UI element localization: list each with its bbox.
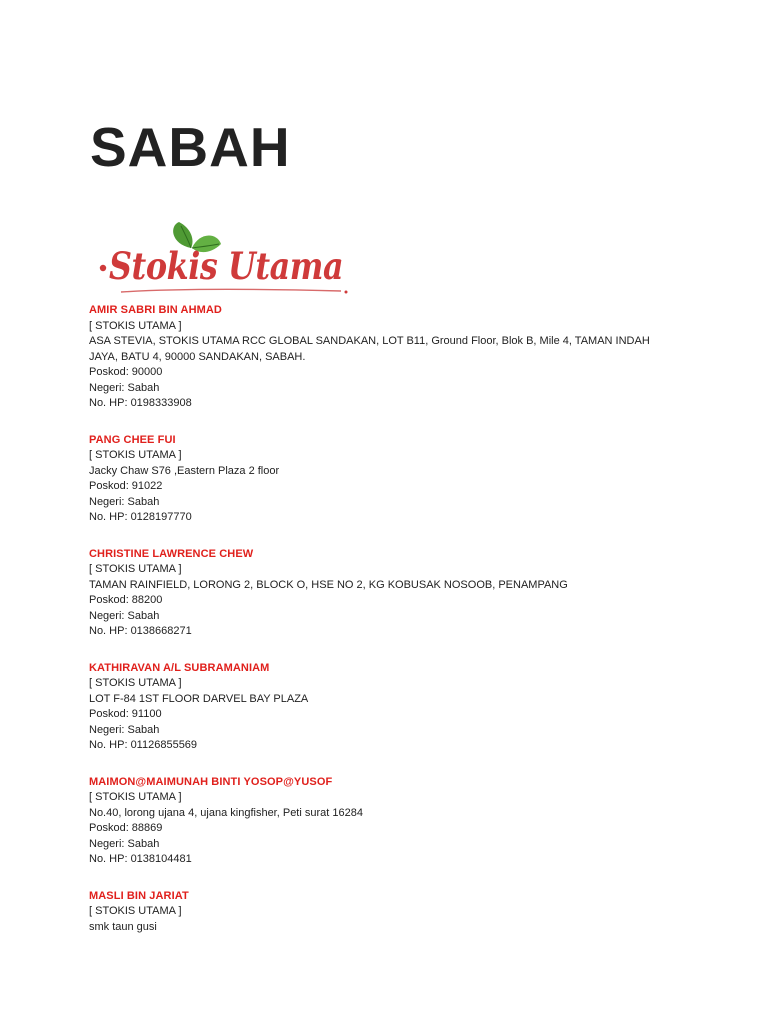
stockist-detail-line: Poskod: 90000 (89, 366, 163, 378)
stockist-detail-line: Poskod: 91100 (89, 708, 162, 720)
stockist-detail-line: Jacky Chaw S76 ,Eastern Plaza 2 floor (89, 464, 280, 477)
stockist-detail-line: No. HP: 0128197770 (89, 511, 192, 523)
stockist-detail-line: Negeri: Sabah (89, 837, 160, 850)
stockist-entry (89, 889, 709, 936)
page-title: SABAH (90, 116, 291, 178)
stockist-detail-line: smk taun gusi (89, 920, 157, 933)
stockist-entry (89, 547, 709, 640)
stockist-detail-line: No. HP: 0138668271 (89, 625, 192, 637)
stockist-detail-line: [ STOKIS UTAMA ] (89, 449, 182, 461)
stokis-utama-logo (95, 218, 355, 302)
stockist-detail-line: JAYA, BATU 4, 90000 SANDAKAN, SABAH. (89, 350, 306, 363)
stockist-detail-line: [ STOKIS UTAMA ] (89, 319, 182, 332)
stockist-detail-line: TAMAN RAINFIELD, LORONG 2, BLOCK O, HSE NO 2, KG KOBUSAK NOSOOB, PENAMPANG (89, 578, 568, 591)
stockist-detail-line: Negeri: Sabah (89, 723, 160, 736)
stockist-entry (89, 303, 709, 412)
stockist-detail-line: Negeri: Sabah (89, 495, 160, 508)
stockist-detail-line: LOT F-84 1ST FLOOR DARVEL BAY PLAZA (89, 692, 309, 705)
stockist-name: MASLI BIN JARIAT (89, 889, 189, 902)
stockist-detail-line: ASA STEVIA, STOKIS UTAMA RCC GLOBAL SANDAKAN, LOT B11, Ground Floor, Blok B, Mile 4, TAMAN INDAH (89, 335, 650, 347)
stockist-detail-line: No.40, lorong ujana 4, ujana kingfisher, Peti surat 16284 (89, 806, 363, 819)
stockist-detail-line: Poskod: 91022 (89, 480, 163, 492)
stockist-entry (89, 433, 709, 526)
stockist-list (89, 303, 709, 956)
stockist-detail-line: Poskod: 88869 (89, 822, 163, 834)
stockist-name: MAIMON@MAIMUNAH BINTI YOSOP@YUSOF (89, 775, 333, 788)
logo-wordmark: Stokis Utama (109, 244, 344, 288)
stockist-name: AMIR SABRI BIN AHMAD (89, 304, 222, 316)
stockist-detail-line: No. HP: 01126855569 (89, 739, 198, 751)
stockist-detail-line: [ STOKIS UTAMA ] (89, 677, 182, 689)
stockist-detail-line: [ STOKIS UTAMA ] (89, 791, 182, 803)
stockist-detail-line: No. HP: 0138104481 (89, 853, 192, 865)
stockist-detail-line: Negeri: Sabah (89, 609, 160, 622)
stockist-entry (89, 775, 709, 868)
stockist-entry (89, 661, 709, 754)
stockist-name: KATHIRAVAN A/L SUBRAMANIAM (89, 661, 270, 674)
stockist-name: CHRISTINE LAWRENCE CHEW (89, 547, 254, 560)
stockist-detail-line: [ STOKIS UTAMA ] (89, 563, 182, 575)
stockist-detail-line: [ STOKIS UTAMA ] (89, 905, 182, 917)
stockist-detail-line: Poskod: 88200 (89, 594, 163, 606)
stockist-detail-line: Negeri: Sabah (89, 381, 160, 394)
stockist-name: PANG CHEE FUI (89, 433, 176, 446)
stockist-detail-line: No. HP: 0198333908 (89, 397, 192, 409)
